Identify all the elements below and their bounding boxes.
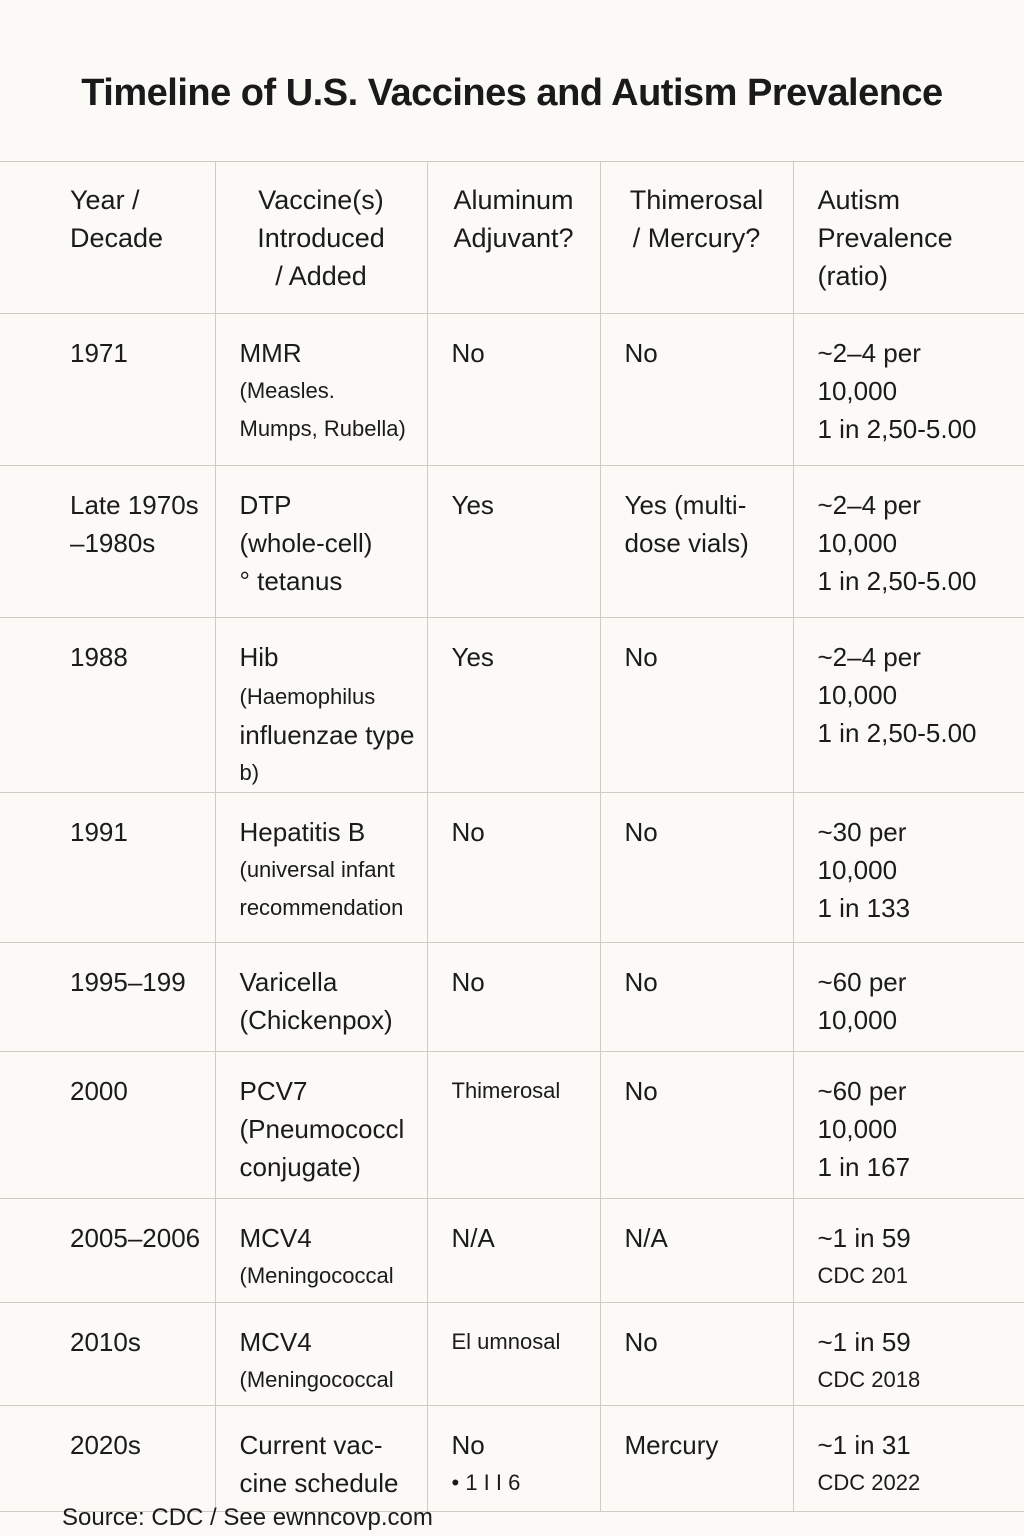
vaccine-cell: DTP (whole-cell) ° tetanus bbox=[215, 466, 427, 618]
source-note: Source: CDC / See ewnncovp.com bbox=[62, 1504, 433, 1531]
thimerosal-cell: No bbox=[600, 1303, 793, 1406]
aluminum-cell: Yes bbox=[427, 618, 600, 793]
thimerosal-cell: No bbox=[600, 793, 793, 943]
prevalence-cell: ~60 per 10,000 bbox=[793, 943, 1024, 1052]
year-cell: 2010s bbox=[0, 1303, 215, 1406]
table-row bbox=[0, 1199, 1024, 1303]
year-cell: Late 1970s –1980s bbox=[0, 466, 215, 618]
vaccine-cell: MCV4 (Meningococcal bbox=[215, 1199, 427, 1303]
year-cell: 1995–199 bbox=[0, 943, 215, 1052]
aluminum-cell: No bbox=[427, 943, 600, 1052]
header-aluminum: Aluminum Adjuvant? bbox=[427, 162, 600, 314]
header-vaccine: Vaccine(s) Introduced / Added bbox=[215, 162, 427, 314]
year-cell: 2005–2006 bbox=[0, 1199, 215, 1303]
thimerosal-cell: Yes (multi- dose vials) bbox=[600, 466, 793, 618]
thimerosal-cell: No bbox=[600, 618, 793, 793]
prevalence-cell: ~60 per 10,000 1 in 167 bbox=[793, 1052, 1024, 1199]
table-row bbox=[0, 1303, 1024, 1406]
vaccine-timeline-table bbox=[0, 161, 1024, 1512]
aluminum-cell: El umnosal bbox=[427, 1303, 600, 1406]
thimerosal-cell: No bbox=[600, 314, 793, 466]
year-cell: 2000 bbox=[0, 1052, 215, 1199]
page-title: Timeline of U.S. Vaccines and Autism Prevalence bbox=[81, 72, 943, 114]
vaccine-cell: PCV7 (Pneumococcl conjugate) bbox=[215, 1052, 427, 1199]
year-cell: 1991 bbox=[0, 793, 215, 943]
year-cell: 1988 bbox=[0, 618, 215, 793]
vaccine-cell: Hib (Haemophilus influenzae type b) bbox=[215, 618, 427, 793]
vaccine-cell: MMR (Measles. Mumps, Rubella) bbox=[215, 314, 427, 466]
thimerosal-cell: Mercury bbox=[600, 1406, 793, 1512]
prevalence-cell: ~30 per 10,000 1 in 133 bbox=[793, 793, 1024, 943]
vaccine-cell: Varicella (Chickenpox) bbox=[215, 943, 427, 1052]
header-year: Year / Decade bbox=[0, 162, 215, 314]
thimerosal-cell: No bbox=[600, 943, 793, 1052]
table-row bbox=[0, 943, 1024, 1052]
thimerosal-cell: N/A bbox=[600, 1199, 793, 1303]
prevalence-cell: ~1 in 59 CDC 2018 bbox=[793, 1303, 1024, 1406]
table-row bbox=[0, 618, 1024, 793]
aluminum-cell: N/A bbox=[427, 1199, 600, 1303]
header-prevalence: Autism Prevalence (ratio) bbox=[793, 162, 1024, 314]
prevalence-cell: ~2–4 per 10,000 1 in 2,50-5.00 bbox=[793, 314, 1024, 466]
prevalence-cell: ~2–4 per 10,000 1 in 2,50-5.00 bbox=[793, 466, 1024, 618]
table-row bbox=[0, 1406, 1024, 1512]
year-cell: 2020s bbox=[0, 1406, 215, 1512]
table-row bbox=[0, 466, 1024, 618]
vaccine-cell: MCV4 (Meningococcal bbox=[215, 1303, 427, 1406]
header-thimerosal: Thimerosal / Mercury? bbox=[600, 162, 793, 314]
header-row bbox=[0, 162, 1024, 314]
vaccine-cell: Hepatitis B (universal infant recommendation bbox=[215, 793, 427, 943]
table-row bbox=[0, 793, 1024, 943]
year-cell: 1971 bbox=[0, 314, 215, 466]
thimerosal-cell: No bbox=[600, 1052, 793, 1199]
prevalence-cell: ~1 in 31 CDC 2022 bbox=[793, 1406, 1024, 1512]
aluminum-cell: No bbox=[427, 314, 600, 466]
aluminum-cell: Yes bbox=[427, 466, 600, 618]
aluminum-cell: No • 1 I I 6 bbox=[427, 1406, 600, 1512]
table-row bbox=[0, 314, 1024, 466]
vaccine-cell: Current vac- cine schedule bbox=[215, 1406, 427, 1512]
aluminum-cell: No bbox=[427, 793, 600, 943]
aluminum-cell: Thimerosal bbox=[427, 1052, 600, 1199]
table-row bbox=[0, 1052, 1024, 1199]
prevalence-cell: ~1 in 59 CDC 201 bbox=[793, 1199, 1024, 1303]
prevalence-cell: ~2–4 per 10,000 1 in 2,50-5.00 bbox=[793, 618, 1024, 793]
